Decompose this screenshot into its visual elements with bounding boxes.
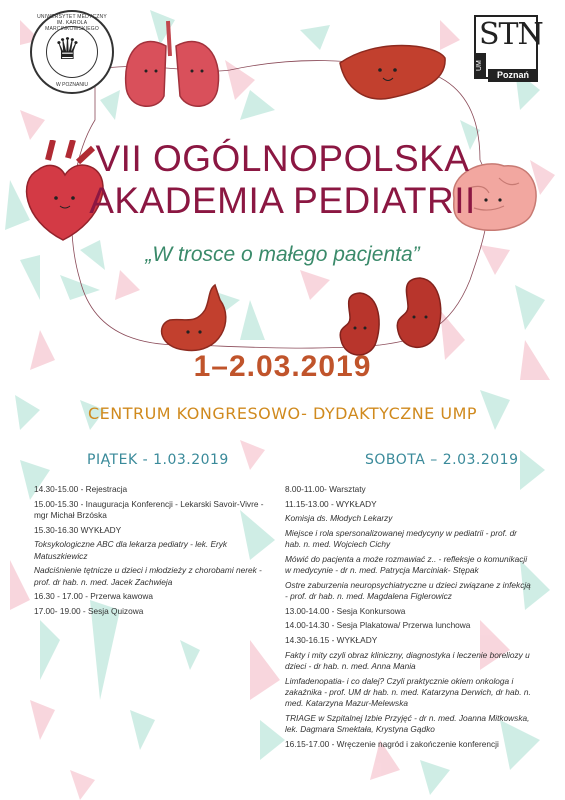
stomach-icon [150, 280, 240, 360]
schedule-item: 15.30-16.30 WYKŁADY [34, 524, 122, 535]
schedule-item: 15.00-15.30 - Inauguracja Konferencji - Lekarski Savoir-Vivre - mgr Michał Brzóska [34, 498, 264, 520]
schedule-item: 16.30 - 17.00 - Przerwa kawowa [34, 591, 153, 602]
schedule-item: 14.30-15.00 - Rejestracja [34, 484, 128, 494]
event-venue: CENTRUM KONGRESOWO- DYDAKTYCZNE UMP [87, 404, 478, 423]
event-title-line2: AKADEMIA PEDIATRII [89, 180, 476, 221]
event-date: 1–2.03.2019 [193, 350, 372, 383]
stn-um-label: UM [476, 53, 486, 79]
schedule-item: 16.15-17.00 - Wręczenie nagród i zakończenie konferencji [285, 738, 499, 749]
schedule-item: Nadciśnienie tętnicze u dzieci i młodzieży z chorobami nerek - prof. dr hab. n. med. Jacek Zachwieja [34, 565, 262, 587]
schedule-item: Miejsce i rola spersonalizowanej medycyny w pediatrii - prof. dr hab. n. med. Wojciech Cichy [285, 527, 517, 550]
day2-heading: SOBOTA – 2.03.2019 [365, 452, 519, 468]
schedule-item: Limfadenopatia- i co dalej? Czyli praktycznie okiem onkologa i zakaźnika - prof. UM dr hab. n. med. Katarzyna Derwich, dr hab. n. med. Katarzyna Mazur-Melewska [285, 675, 531, 709]
eagle-icon: ♛ [54, 32, 81, 67]
logo-ring-text: UNIWERSYTET MEDYCZNY IM. KAROLA MARCINKOWSKIEGO [37, 14, 107, 32]
schedule-item: 8.00-11.00- Warsztaty [285, 484, 366, 494]
kidney-icon [392, 275, 447, 355]
logo-ring-bottom: W POZNANIU [56, 82, 88, 88]
stn-logo [474, 15, 543, 81]
liver-icon [335, 38, 450, 108]
schedule-item: 11.15-13.00 - WYKŁADY [285, 498, 377, 509]
schedule-item: 17.00- 19.00 - Sesja Quizowa [34, 605, 144, 616]
day1-heading: PIĄTEK - 1.03.2019 [87, 452, 229, 468]
schedule-item: Mówić do pacjenta a może rozmawiać z.. - refleksje o komunikacji w medycynie - dr n. med. Patrycja Marciniak- Stępak [285, 553, 528, 576]
stn-city-label: Poznań [488, 69, 538, 82]
university-logo [30, 10, 114, 94]
schedule-item: TRIAGE w Szpitalnej Izbie Przyjęć - dr n. med. Joanna Mitkowska, lek. Dagmara Smektała, Krystyna Gądko [285, 712, 530, 735]
lungs-icon [118, 16, 228, 116]
schedule-item: 14.00-14.30 - Sesja Plakatowa/ Przerwa lunchowa [285, 620, 471, 631]
day2-schedule [285, 484, 535, 754]
schedule-item: Ostre zaburzenia neuropsychiatryczne u dzieci związane z infekcją - prof. dr hab. n. med. Magdalena Figlerowicz [285, 579, 531, 602]
schedule-item: 14.30-16.15 - WYKŁADY [285, 634, 378, 645]
schedule-item: Toksykologiczne ABC dla lekarza pediatry - lek. Eryk Matuszkiewicz [34, 539, 228, 561]
stn-letters: STN [479, 17, 543, 52]
schedule-item: 13.00-14.00 - Sesja Konkursowa [285, 605, 406, 616]
event-title-line1: VII OGÓLNOPOLSKA [95, 138, 470, 179]
schedule-item: Fakty i mity czyli obraz kliniczny, diagnostyka i leczenie boreliozy u dzieci - dr hab. n. med. Anna Mania [285, 649, 530, 671]
schedule-item: Komisja ds. Młodych Lekarzy [285, 513, 393, 524]
day1-schedule [34, 484, 266, 620]
event-subtitle: „W trosce o małego pacjenta” [145, 243, 420, 266]
